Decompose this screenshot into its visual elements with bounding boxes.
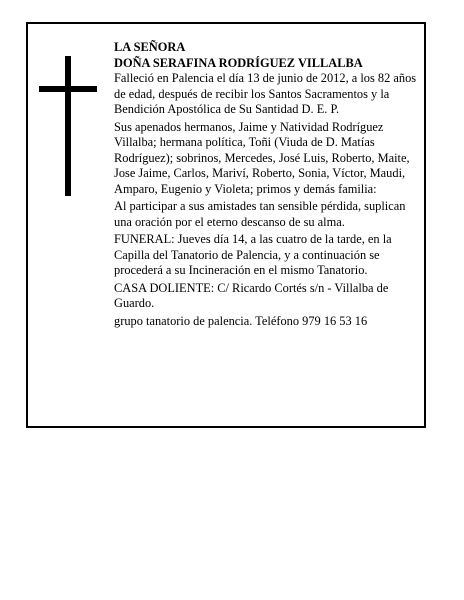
cross-icon [39, 56, 97, 196]
obituary-notice [26, 22, 426, 428]
mourning-house: CASA DOLIENTE: C/ Ricardo Cortés s/n - Villalba de Guardo. [114, 280, 389, 310]
family-list: Sus apenados hermanos, Jaime y Natividad Rodríguez Villalba; hermana política, Toñi (Viuda de D. Matías Rodríguez); sobrinos, Mercedes, José Luis, Roberto, Maite, Jose Jaime, Carlos, Mariví, Roberto, Sonia, Víctor, Maudi, Amparo, Eugenio y Violeta; primos y demás familia: [114, 119, 410, 196]
notice-heading-name: DOÑA SERAFINA RODRÍGUEZ VILLALBA [114, 55, 363, 70]
notice-heading-title: LA SEÑORA [114, 40, 186, 54]
funeral-details: FUNERAL: Jueves día 14, a las cuatro de la tarde, en la Capilla del Tanatorio de Palencia, y a continuación se procederá a su Incineración en el mismo Tanatorio. [114, 232, 392, 277]
death-announcement: Falleció en Palencia el día 13 de junio de 2012, a los 82 años de edad, después de recibir los Santos Sacramentos y la Bendición Apostólica de Su Santidad D. E. P. [114, 71, 417, 116]
notice-text [114, 40, 426, 329]
funeral-home-contact: grupo tanatorio de palencia. Teléfono 979 16 53 16 [114, 313, 368, 328]
cross-horizontal-bar [39, 86, 97, 92]
prayer-request: Al participar a sus amistades tan sensible pérdida, suplican una oración por el eterno descanso de su alma. [114, 199, 406, 229]
cross-vertical-bar [65, 56, 71, 196]
